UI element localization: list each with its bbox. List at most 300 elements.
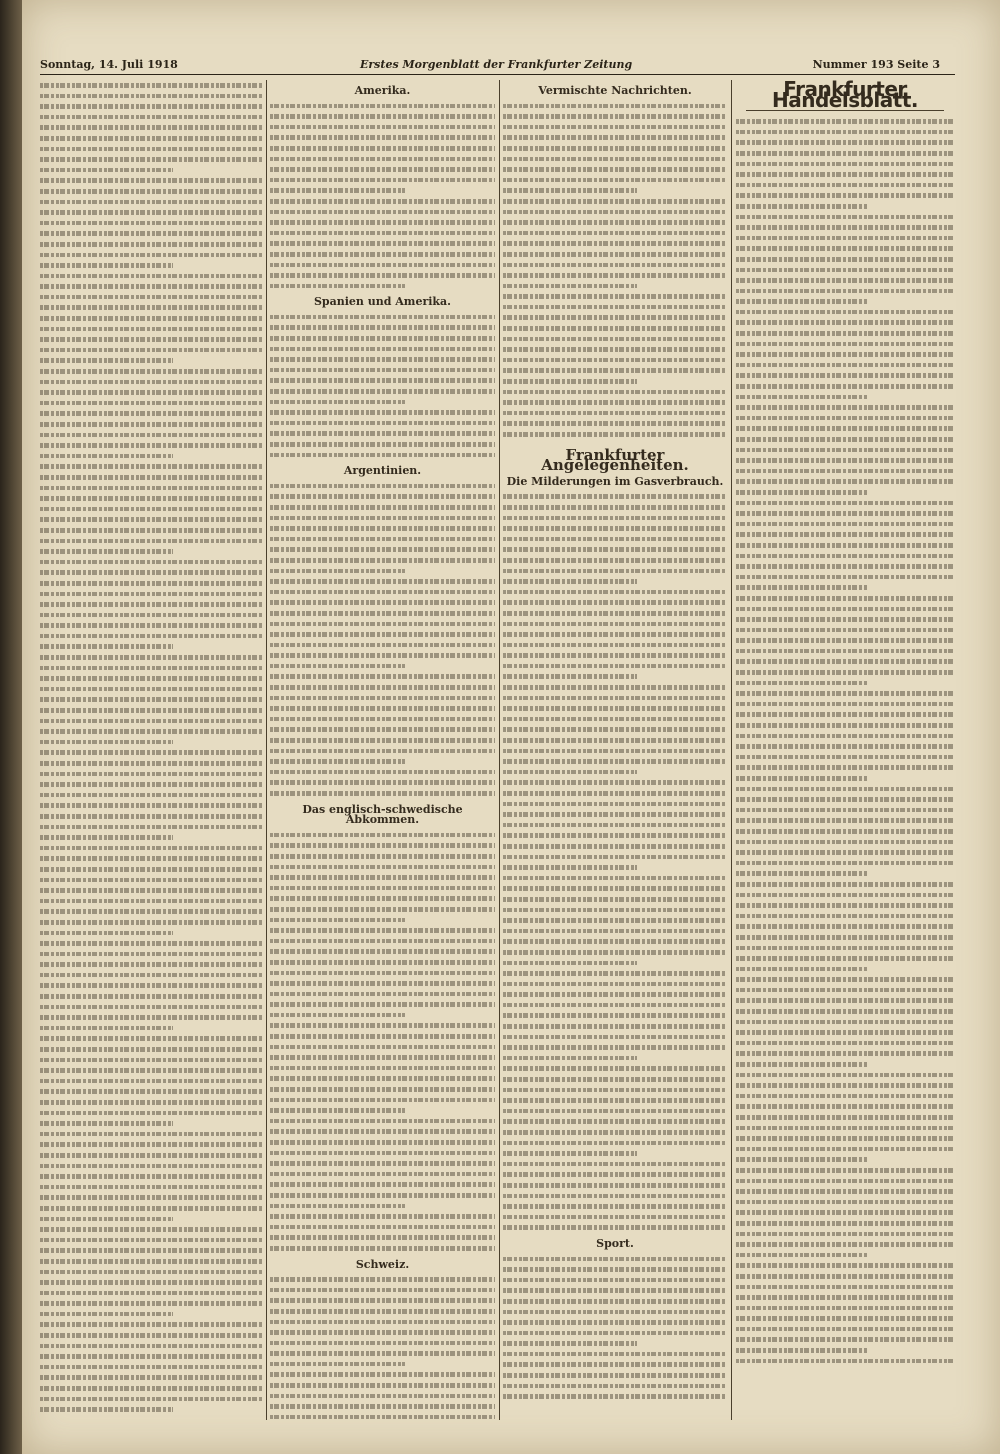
text-line xyxy=(503,1116,727,1127)
text-line xyxy=(40,504,262,515)
text-line xyxy=(270,544,495,555)
text-line xyxy=(40,1002,262,1013)
masthead-paper: Erstes Morgenblatt der Frankfurter Zeitung xyxy=(360,58,633,71)
text-line xyxy=(270,1380,495,1391)
text-line xyxy=(503,238,727,249)
text-line xyxy=(736,413,954,424)
text-line xyxy=(40,1319,262,1330)
text-line xyxy=(503,1074,727,1085)
text-line xyxy=(736,709,954,720)
text-line xyxy=(503,629,727,640)
section-heading-spanien: Spanien und Amerika. xyxy=(313,295,451,309)
text-line xyxy=(270,1158,495,1169)
text-line xyxy=(270,1148,495,1159)
text-line xyxy=(503,154,727,165)
text-line xyxy=(40,1394,262,1405)
text-line xyxy=(40,1118,173,1129)
text-line xyxy=(40,1044,262,1055)
text-line xyxy=(503,936,727,947)
text-line xyxy=(40,165,173,176)
text-line xyxy=(40,1150,262,1161)
text-line xyxy=(40,641,173,652)
text-line xyxy=(503,587,727,598)
text-line xyxy=(503,671,637,682)
text-line xyxy=(40,239,262,250)
text-line xyxy=(40,1129,262,1140)
text-line xyxy=(40,716,262,727)
text-line xyxy=(40,652,262,663)
text-line xyxy=(503,323,727,334)
text-line xyxy=(503,291,727,302)
text-line xyxy=(503,1000,727,1011)
text-line xyxy=(503,1106,727,1117)
text-line xyxy=(736,826,954,837)
text-line xyxy=(736,286,954,297)
text-line xyxy=(503,777,727,788)
text-line xyxy=(270,1348,495,1359)
text-line xyxy=(736,339,954,350)
text-line xyxy=(503,1317,727,1328)
text-line xyxy=(736,1017,954,1028)
text-line xyxy=(503,1138,727,1149)
text-line xyxy=(736,582,867,593)
text-line xyxy=(270,587,495,598)
text-line xyxy=(40,1309,173,1320)
text-line xyxy=(736,1006,954,1017)
text-line xyxy=(40,663,262,674)
text-line xyxy=(270,904,495,915)
text-line xyxy=(736,1144,954,1155)
text-line xyxy=(40,853,262,864)
text-line xyxy=(40,1182,262,1193)
text-line xyxy=(40,620,262,631)
text-line xyxy=(736,964,867,975)
column-3 xyxy=(503,80,727,1430)
text-line xyxy=(270,566,405,577)
text-line xyxy=(736,1356,954,1367)
text-line xyxy=(503,502,727,513)
text-line xyxy=(736,741,954,752)
text-line xyxy=(736,1260,954,1271)
text-line xyxy=(270,650,495,661)
section-heading-sport: Sport. xyxy=(596,1236,634,1250)
text-line xyxy=(270,1137,495,1148)
text-line xyxy=(40,1383,262,1394)
section-heading-abkommen: Das englisch-schwedische Abkommen. xyxy=(302,802,463,827)
text-line xyxy=(736,720,954,731)
masthead-page: Nummer 193 Seite 3 xyxy=(812,58,940,71)
text-line xyxy=(736,953,954,964)
text-line xyxy=(270,1179,495,1190)
text-line xyxy=(736,1271,954,1282)
text-line xyxy=(503,1264,727,1275)
text-line xyxy=(736,604,954,615)
text-line xyxy=(270,228,495,239)
text-line xyxy=(270,481,495,492)
text-line xyxy=(503,862,637,873)
text-line xyxy=(270,671,495,682)
text-line xyxy=(40,875,262,886)
text-line xyxy=(736,1154,867,1165)
text-line xyxy=(503,217,727,228)
text-line xyxy=(503,841,727,852)
text-line xyxy=(736,762,954,773)
text-line xyxy=(40,769,262,780)
text-line xyxy=(40,758,262,769)
text-line xyxy=(736,794,954,805)
text-line xyxy=(40,218,262,229)
text-line xyxy=(503,365,727,376)
text-line xyxy=(40,610,262,621)
text-line xyxy=(736,455,954,466)
text-line xyxy=(270,185,405,196)
text-line xyxy=(40,91,262,102)
text-line xyxy=(40,122,262,133)
text-line xyxy=(40,250,262,261)
text-line xyxy=(736,498,954,509)
text-line xyxy=(270,1211,495,1222)
text-line xyxy=(270,619,495,630)
text-line xyxy=(736,1334,954,1345)
text-line xyxy=(270,1369,495,1380)
text-line xyxy=(270,968,495,979)
text-line xyxy=(736,508,954,519)
text-line xyxy=(736,1133,954,1144)
text-line xyxy=(270,682,495,693)
text-line xyxy=(736,370,954,381)
text-line xyxy=(503,1180,727,1191)
text-line xyxy=(503,185,637,196)
text-line xyxy=(40,1023,173,1034)
text-line xyxy=(736,1091,954,1102)
text-line xyxy=(270,883,495,894)
text-line xyxy=(270,175,495,186)
text-line xyxy=(503,175,727,186)
text-line xyxy=(40,811,262,822)
text-line xyxy=(503,1148,637,1159)
text-line xyxy=(270,386,495,397)
text-line xyxy=(40,1298,262,1309)
text-line xyxy=(40,536,262,547)
text-line xyxy=(503,947,727,958)
text-line xyxy=(270,111,495,122)
text-line xyxy=(736,1176,954,1187)
text-line xyxy=(503,1349,727,1360)
text-line xyxy=(736,381,954,392)
text-line xyxy=(270,439,495,450)
text-line xyxy=(270,534,495,545)
text-line xyxy=(40,260,173,271)
text-line xyxy=(270,703,495,714)
text-line xyxy=(503,661,727,672)
text-line xyxy=(503,523,727,534)
text-line xyxy=(736,392,867,403)
text-line xyxy=(503,196,727,207)
text-line xyxy=(503,534,727,545)
text-line xyxy=(270,143,495,154)
text-line xyxy=(503,555,727,566)
text-line xyxy=(503,1285,727,1296)
text-line xyxy=(40,281,262,292)
text-line xyxy=(270,502,495,513)
section-heading-frankfurter: Frankfurter Angelegenheiten. xyxy=(541,445,689,475)
text-line xyxy=(270,1190,495,1201)
text-line xyxy=(40,896,262,907)
text-line xyxy=(503,1338,637,1349)
text-line xyxy=(270,407,495,418)
text-line xyxy=(736,466,954,477)
text-line xyxy=(40,483,262,494)
text-line xyxy=(40,228,262,239)
text-line xyxy=(40,345,262,356)
text-line xyxy=(503,1042,727,1053)
text-line xyxy=(40,1372,262,1383)
text-line xyxy=(736,890,954,901)
text-line xyxy=(40,313,262,324)
text-line xyxy=(736,476,954,487)
text-line xyxy=(40,154,262,165)
text-line xyxy=(40,1076,262,1087)
text-line xyxy=(736,911,954,922)
text-line xyxy=(40,419,262,430)
text-line xyxy=(270,154,495,165)
text-line xyxy=(270,661,405,672)
masthead-rule xyxy=(40,74,955,75)
text-line xyxy=(503,1021,727,1032)
text-line xyxy=(40,938,262,949)
text-line xyxy=(40,366,262,377)
text-line xyxy=(40,430,262,441)
text-line xyxy=(270,217,495,228)
text-line xyxy=(270,714,495,725)
text-line xyxy=(503,883,727,894)
text-line xyxy=(503,576,637,587)
text-line xyxy=(40,800,262,811)
text-line xyxy=(503,968,727,979)
text-line xyxy=(40,928,173,939)
text-line xyxy=(736,974,954,985)
section-title-handelsblatt: Frankfurter Handelsblatt. xyxy=(772,80,918,112)
text-line xyxy=(736,667,954,678)
text-line xyxy=(736,943,954,954)
text-line xyxy=(736,402,954,413)
text-line xyxy=(736,688,954,699)
text-line xyxy=(270,1232,495,1243)
text-line xyxy=(736,784,954,795)
text-line xyxy=(503,915,727,926)
text-line xyxy=(736,487,867,498)
text-line xyxy=(40,1256,262,1267)
text-line xyxy=(40,144,262,155)
text-line xyxy=(736,212,954,223)
text-line xyxy=(40,493,262,504)
text-line xyxy=(736,243,954,254)
text-line xyxy=(40,408,262,419)
text-line xyxy=(736,1059,867,1070)
text-line xyxy=(270,238,495,249)
text-line xyxy=(270,1052,495,1063)
text-line xyxy=(503,1085,727,1096)
column-rule xyxy=(499,80,500,1420)
text-line xyxy=(40,175,262,186)
text-line xyxy=(40,684,262,695)
text-line xyxy=(736,296,867,307)
text-line xyxy=(736,1101,954,1112)
text-line xyxy=(503,746,727,757)
text-line xyxy=(40,567,262,578)
text-line xyxy=(503,926,727,937)
text-line xyxy=(503,1307,727,1318)
text-line xyxy=(503,788,727,799)
text-line xyxy=(270,1063,495,1074)
text-line xyxy=(736,1229,954,1240)
text-line xyxy=(503,1359,727,1370)
text-line xyxy=(736,1186,954,1197)
text-line xyxy=(270,1095,495,1106)
text-line xyxy=(736,423,954,434)
text-line xyxy=(40,779,262,790)
text-line xyxy=(270,1116,495,1127)
text-line xyxy=(736,593,954,604)
text-line xyxy=(270,375,495,386)
text-line xyxy=(736,805,954,816)
text-line xyxy=(270,322,495,333)
text-line xyxy=(40,959,262,970)
text-line xyxy=(40,589,262,600)
text-line xyxy=(270,365,495,376)
text-line xyxy=(40,355,173,366)
text-line xyxy=(736,1218,954,1229)
text-line xyxy=(270,597,495,608)
text-line xyxy=(40,1033,262,1044)
text-line xyxy=(40,546,173,557)
text-line xyxy=(270,1401,495,1412)
binding-edge xyxy=(0,0,22,1454)
article-heading-gasverbrauch: Die Milderungen im Gasverbrauch. xyxy=(506,474,724,488)
text-line xyxy=(40,1330,262,1341)
text-line xyxy=(736,614,954,625)
text-line xyxy=(736,678,867,689)
text-line xyxy=(736,1282,954,1293)
text-line xyxy=(40,917,262,928)
text-line xyxy=(503,1159,727,1170)
text-line xyxy=(40,80,262,91)
text-line xyxy=(270,1317,495,1328)
text-line xyxy=(270,862,495,873)
text-line xyxy=(40,1171,262,1182)
text-line xyxy=(736,815,954,826)
text-line xyxy=(40,112,262,123)
text-line xyxy=(40,673,262,684)
text-line xyxy=(40,991,262,1002)
text-line xyxy=(736,116,954,127)
text-line xyxy=(503,387,727,398)
text-line xyxy=(736,159,954,170)
text-line xyxy=(736,148,954,159)
text-line xyxy=(40,1235,262,1246)
section-heading-vermischte: Vermischte Nachrichten. xyxy=(538,84,692,97)
text-line xyxy=(40,1065,262,1076)
text-line xyxy=(270,777,495,788)
text-line xyxy=(270,893,495,904)
text-line xyxy=(736,625,954,636)
text-line xyxy=(736,1303,954,1314)
text-line xyxy=(503,312,727,323)
text-line xyxy=(503,619,727,630)
text-line xyxy=(270,312,495,323)
text-line xyxy=(270,629,495,640)
text-line xyxy=(270,608,495,619)
text-line xyxy=(736,921,954,932)
text-line xyxy=(270,925,495,936)
text-line xyxy=(736,317,954,328)
text-line xyxy=(503,111,727,122)
column-rule xyxy=(266,80,267,1420)
text-line xyxy=(503,1381,727,1392)
text-line xyxy=(40,525,262,536)
text-line xyxy=(270,196,495,207)
text-line xyxy=(40,334,262,345)
text-line xyxy=(736,180,954,191)
text-line xyxy=(503,608,727,619)
text-line xyxy=(40,292,262,303)
text-line xyxy=(270,101,495,112)
text-line xyxy=(503,1254,727,1265)
column-rule xyxy=(731,80,732,1420)
text-line xyxy=(503,714,727,725)
text-line xyxy=(40,1277,262,1288)
text-line xyxy=(40,514,262,525)
text-line xyxy=(270,1359,405,1370)
text-line xyxy=(270,1274,495,1285)
text-line xyxy=(503,1391,727,1402)
text-line xyxy=(736,529,954,540)
text-line xyxy=(736,360,954,371)
text-line xyxy=(736,868,867,879)
text-line xyxy=(270,989,495,1000)
text-line xyxy=(40,906,262,917)
text-line xyxy=(736,551,954,562)
text-line xyxy=(503,989,727,1000)
text-line xyxy=(40,705,262,716)
text-line xyxy=(270,957,495,968)
text-line xyxy=(503,820,727,831)
text-line xyxy=(503,1127,727,1138)
text-line xyxy=(40,133,262,144)
text-line xyxy=(736,519,954,530)
text-line xyxy=(270,164,495,175)
text-line xyxy=(40,1108,262,1119)
text-line xyxy=(503,756,727,767)
text-line xyxy=(40,843,262,854)
text-line xyxy=(270,936,495,947)
text-line xyxy=(270,788,495,799)
text-line xyxy=(40,461,262,472)
text-line xyxy=(736,932,954,943)
text-line xyxy=(503,376,637,387)
text-line xyxy=(736,275,954,286)
text-line xyxy=(503,1212,727,1223)
text-line xyxy=(503,281,637,292)
text-line xyxy=(503,1328,727,1339)
text-line xyxy=(503,1191,727,1202)
text-line xyxy=(270,978,495,989)
text-line xyxy=(40,1267,262,1278)
text-line xyxy=(270,281,405,292)
text-line xyxy=(736,837,954,848)
text-line xyxy=(503,650,727,661)
text-line xyxy=(40,1055,262,1066)
